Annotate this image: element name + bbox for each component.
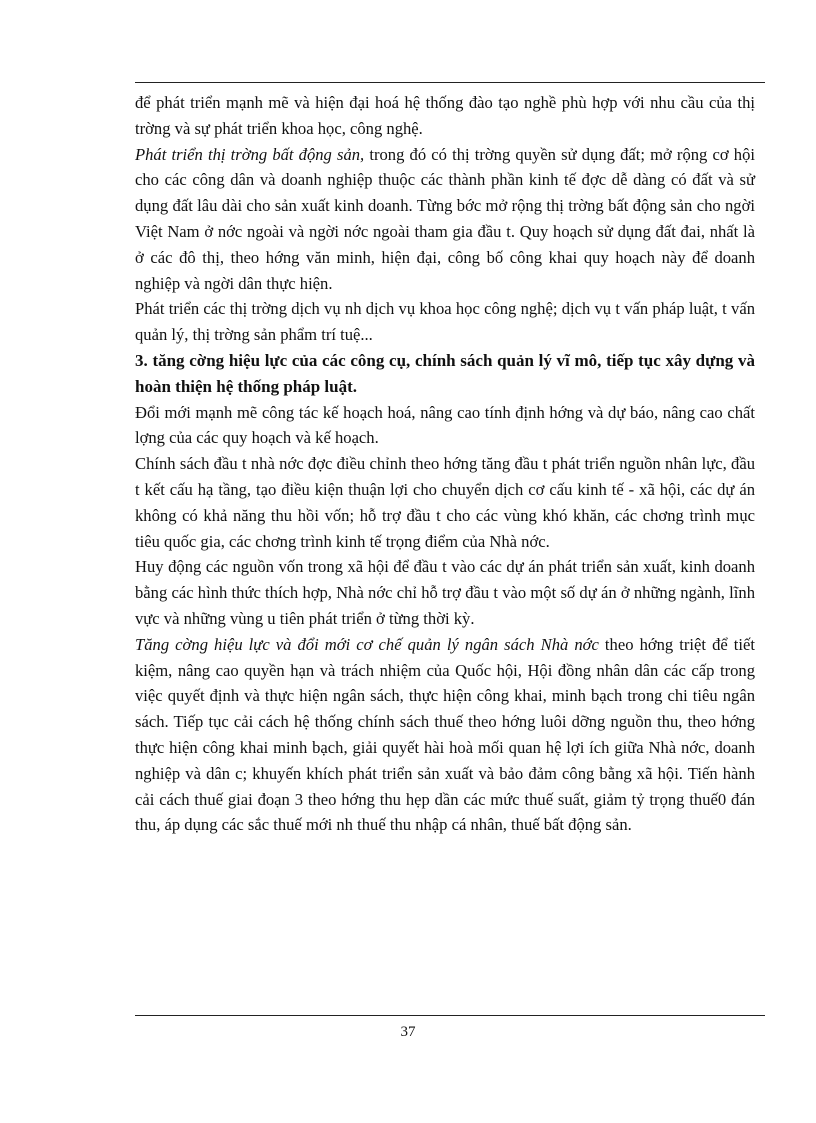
section-heading-3: 3. tăng cờng hiệu lực của các công cụ, chính sách quản lý vĩ mô, tiếp tục xây dựng và hoàn thiện hệ thống pháp luật. [135,350,755,396]
page-number: 37 [400,1024,416,1040]
paragraph-4: Đổi mới mạnh mẽ công tác kế hoạch hoá, nâng cao tính định hớng và dự báo, nâng cao chất lợng của các quy hoạch và kế hoạch. [135,402,755,448]
footer-rule [135,1015,765,1016]
paragraph-2-italic-lead: Phát triển thị trờng bất động sản, [135,144,365,164]
paragraph-7 [135,632,755,838]
paragraph-5: Chính sách đầu t nhà nớc đợc điều chỉnh theo hớng tăng đầu t phát triển nguồn nhân lực, đầu t kết cấu hạ tầng, tạo điều kiện thuận lợi cho chuyển dịch cơ cấu kinh tế - xã hội, các dự án không có khả năng thu hồi vốn; hỗ trợ đầu t cho các vùng khó khăn, các chơng trình mục tiêu quốc gia, các chơng trình kinh tế trọng điểm của Nhà nớc. [135,454,755,551]
paragraph-7-text: theo hớng triệt để tiết kiệm, nâng cao quyền hạn và trách nhiệm của Quốc hội, Hội đồng nhân dân các cấp trong việc quyết định và thực hiện ngân sách, thực hiện công khai, minh bạch trong chi tiêu ngân sách. Tiếp tục cải cách hệ thống chính sách thuế theo hớng luôi dỡng nguồn thu, theo hớng thực hiện công khai minh bạch, giải quyết hài hoà mối quan hệ lợi ích giữa Nhà nớc, doanh nghiệp và dân c; khuyến khích phát triển sản xuất và bảo đảm công bằng xã hội. Tiến hành cải cách thuế giai đoạn 3 theo hớng thu hẹp dần các mức thuế suất, giảm tỷ trọng thuế0 đán thu, áp dụng các sắc thuế mới nh thuế thu nhập cá nhân, thuế bất động sản. [135,634,755,835]
header-rule [135,82,765,83]
paragraph-2-text: trong đó có thị trờng quyền sử dụng đất; mở rộng cơ hội cho các công dân và doanh nghiệp thuộc các thành phần kinh tế đợc dễ dàng có đất và sử dụng đất lâu dài cho sản xuất kinh doanh. Từng bớc mở rộng thị trờng bất động sản cho ngời Việt Nam ở nớc ngoài và ngời nớc ngoài tham gia đầu t. Quy hoạch sử dụng đất đai, nhất là ở các đô thị, theo hớng văn minh, hiện đại, công bố công khai quy hoạch này để doanh nghiệp và ngời dân thực hiện. [135,144,755,293]
paragraph-2 [135,142,755,297]
paragraph-3: Phát triển các thị trờng dịch vụ nh dịch vụ khoa học công nghệ; dịch vụ t vấn pháp luật, t vấn quản lý, thị trờng sản phẩm trí tuệ... [135,299,755,345]
paragraph-7-italic-lead: Tăng cờng hiệu lực và đổi mới cơ chế quản lý ngân sách Nhà nớc [135,634,599,654]
paragraph-6: Huy động các nguồn vốn trong xã hội để đầu t vào các dự án phát triển sản xuất, kinh doanh bằng các hình thức thích hợp, Nhà nớc chỉ hỗ trợ đầu t vào một số dự án ở những ngành, lĩnh vực và những vùng u tiên phát triển ở từng thời kỳ. [135,557,755,628]
paragraph-1: để phát triển mạnh mẽ và hiện đại hoá hệ thống đào tạo nghề phù hợp với nhu cầu của thị trờng và sự phát triển khoa học, công nghệ. [135,93,755,138]
document-body [135,90,755,838]
